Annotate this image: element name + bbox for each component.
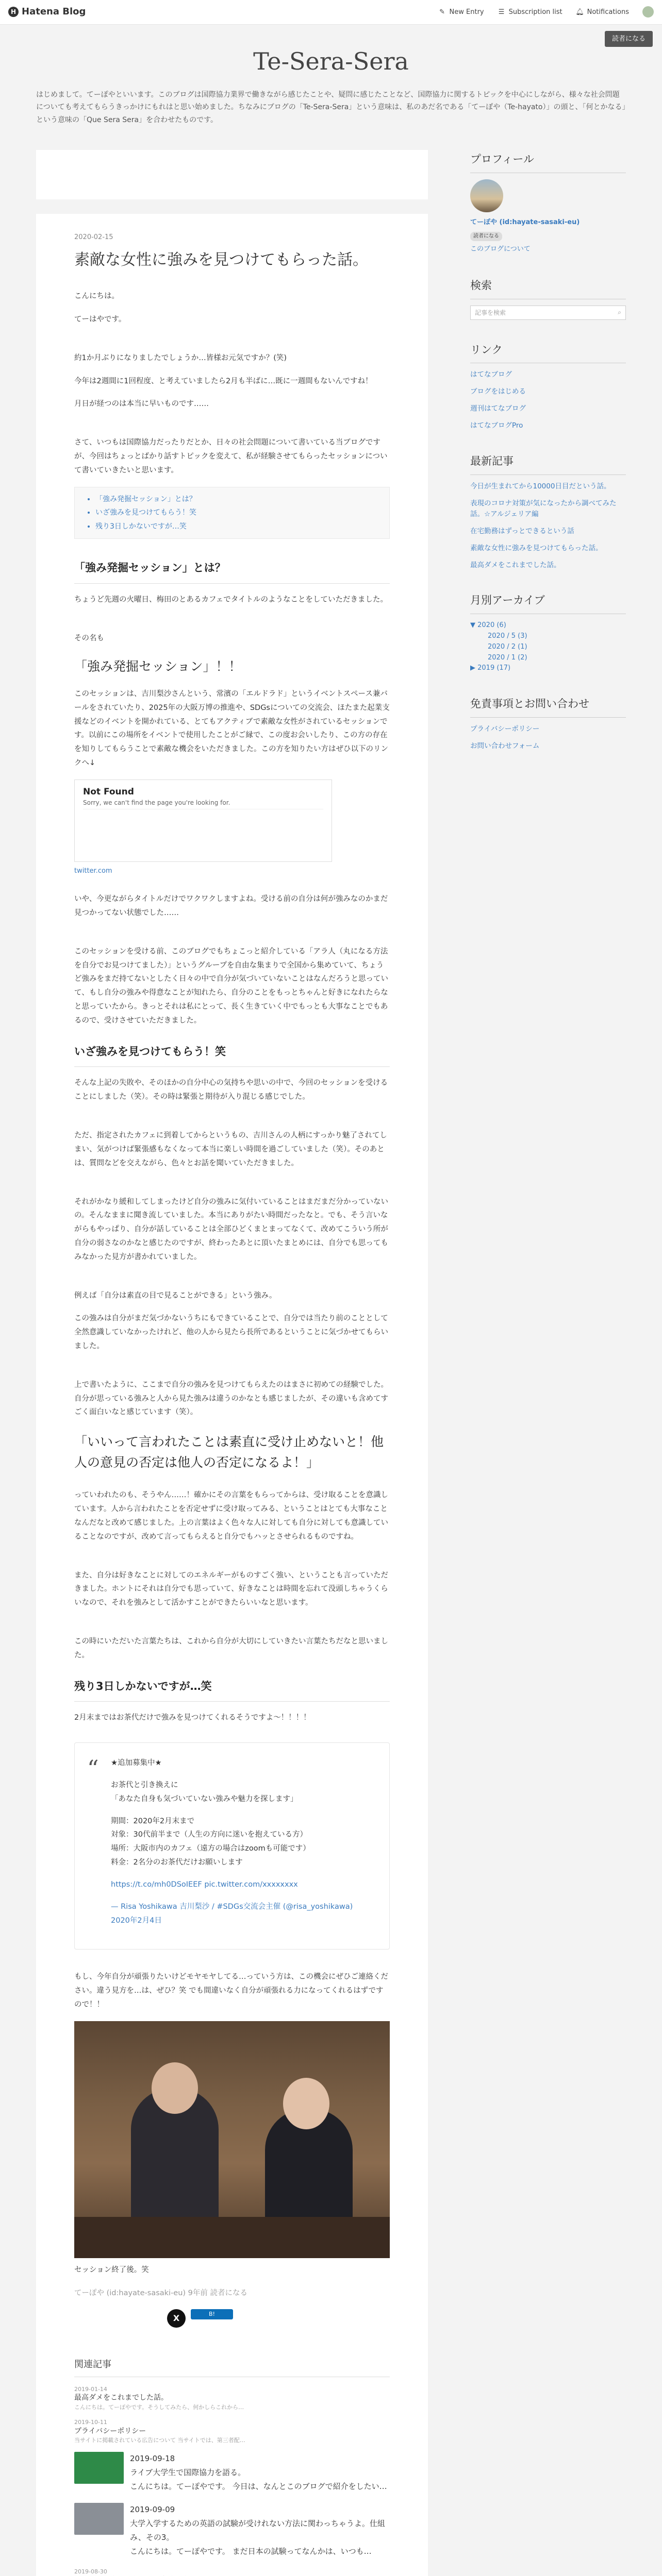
share-buttons: [167, 2309, 390, 2328]
blog-header: [0, 25, 662, 150]
x-share-icon[interactable]: X: [167, 2309, 186, 2328]
profile-avatar[interactable]: [470, 179, 503, 212]
list-icon: ☰: [498, 8, 505, 16]
archive-month[interactable]: 2020 / 5 (3): [488, 632, 527, 640]
module-heading: プロフィール: [470, 150, 626, 173]
related-item[interactable]: 2019-09-18 ライブ大学生で国際協力を語る。 こんにちは。てーぽやです。 今日は、なんとこのブログで紹介をしたい…: [74, 2452, 390, 2494]
paragraph: っていわれたのも、そうやん……！確かにその言葉をもらってからは、受け取ることを意識しています。人から言われたことを否定せずに受け取ってみる、ということはとても大事なことなんだなと改めて感じました。上の言葉はよく色々な人に対しても自分に対しても意識していることなのですが、改めて言ってもらえると自分でもハッとさせられるものですね。: [74, 1491, 388, 1541]
main-column: [36, 150, 428, 2576]
paragraph: この強みは自分がまだ気づかないうちにもできていることで、自分では当たり前のこととして全然意識していなかったけれど、他の人から見たら長所であるということに気づかせてもらいました。: [74, 1314, 388, 1351]
sidebar-link[interactable]: はてなブログ: [470, 370, 512, 379]
content-wrapper: [36, 150, 626, 2576]
archive-month[interactable]: 2020 / 1 (2): [488, 653, 527, 662]
recent-post-link[interactable]: 在宅勤務はずっとできるという話: [470, 527, 574, 535]
paragraph: 2月末まではお茶代だけで強みを見つけてくれるそうですよ〜！！！！: [74, 1714, 311, 1722]
paragraph: もし、今年自分が頑張りたいけどモヤモヤしてる…っていう方は、この機会にぜひご連絡ください。違う見方を…は、ぜひ？笑 でも間違いなく自分が頑張れる力になってくれるはずですので！！: [74, 1973, 388, 2009]
toc-item[interactable]: • いざ強みを見つけてもらう！笑: [95, 506, 378, 520]
twitter-embed-card[interactable]: [74, 779, 332, 862]
emphasis-quote: 「いいって言われたことは素直に受け止めないと！他人の意見の否定は他人の否定になるよ！」: [74, 1434, 384, 1470]
blog-description: はじめまして。てーぽやといいます。このブログは国際協力業界で働きながら感じたことや、疑問に感じたことなど、国際協力に関するトピックを中心にしながら、様々な社会問題についても考えてもらうきっかけにもれはと思い始めました。ちなみにブログの「Te-Sera-Sera」という意味は、私のあだ名である「てーぽや（Te-hayato）」の頭と、「何とかなる」という意味の「Que Sera Sera」を合わせたものです。: [36, 90, 626, 124]
sidebar-link[interactable]: はてなブログPro: [470, 421, 523, 430]
module-heading: リンク: [470, 341, 626, 364]
author-byline[interactable]: てーぽや (id:hayate-sasaki-eu) 9年前 読者になる: [74, 2289, 248, 2297]
module-heading: 免責事項とお問い合わせ: [470, 694, 626, 718]
paragraph: てーはやです。: [74, 315, 126, 324]
search-module: [470, 276, 626, 320]
paragraph: この時にいただいた言葉たちは、これから自分が大切にしていきたい言葉たちだなと思いました。: [74, 1637, 388, 1659]
ad-slot: [36, 150, 428, 199]
about-blog-link[interactable]: このブログについて: [470, 245, 531, 253]
blog-title[interactable]: Te-Sera-Sera: [253, 47, 409, 75]
related-thumbnail: [74, 2503, 124, 2535]
recent-post-link[interactable]: 素敵な女性に強みを見つけてもらった話。: [470, 544, 603, 552]
module-heading: 最新記事: [470, 452, 626, 475]
sidebar-link[interactable]: 週刊はてなブログ: [470, 404, 526, 413]
search-icon[interactable]: ⌕: [618, 308, 621, 316]
related-item[interactable]: 2019-09-09 大学入学するための英語の試験が受けれない方法に関わっちゃうよ。仕組み、その3。 こんにちは。てーぽやです。 まだ日本の試験ってなんかは、いつも…: [74, 2503, 390, 2558]
embed-subtitle: Sorry, we can't find the page you're looking for.: [83, 799, 323, 810]
privacy-policy-link[interactable]: プライバシーポリシー: [470, 725, 540, 734]
related-item[interactable]: 2019-08-30: [74, 2568, 107, 2575]
archive-year[interactable]: ▶ 2019 (17): [470, 664, 511, 672]
paragraph: 上で書いたように、ここまで自分の強みを見つけてもらえたのはまさに初めての経験でした。自分が思っている強みと人から見た強みは違うのかなとも感じましたが、その違いも含めてすごく面白いなと感じています（笑）。: [74, 1380, 388, 1417]
embed-source-link[interactable]: twitter.com: [74, 867, 112, 875]
paragraph: さて、いつもは国際協力だったりだとか、日々の社会問題について書いている当ブログですが、今回はちょっとばかり話すトピックを変えて、私が経験させてもらったセッションについて書いていきたいと思います。: [74, 438, 388, 474]
follow-button[interactable]: 読者になる: [605, 31, 653, 47]
paragraph: このセッションを受ける前、このブログでもちょこっと紹介している「アラ人（丸になる方法を自分でお見つけてました）」というグループを自由な集まりで全国から集めていて、ちょうど強みをまだ持てないとしたく日々の中で自分が気づいていないことはなんだろうと思っていて、もし自分の強みや得意なことが知れたら、自分のことをもっとちゃんと好きになれたらなと思っていたから。きっとそれは私にとって、長く生きていく中でもっとも大事なことでもあるので、受けさせていただきました。: [74, 947, 388, 1025]
new-entry-button[interactable]: [438, 6, 484, 18]
paragraph: そんな上記の失敗や、そのほかの自分中心の気持ちや思いの中で、今回のセッションを受けることにしました（笑）。その時は緊張と期待が入り混じる感じでした。: [74, 1079, 388, 1101]
related-item[interactable]: 2019-01-14 最高ダメをこれまでした話。 こんにちは。てーぽやです。そうしてみたら、何かしらこれから…: [74, 2385, 244, 2411]
tweet-line: ★追加募集中★: [111, 1759, 162, 1768]
session-photo: [74, 2021, 390, 2258]
related-articles: [74, 2357, 390, 2576]
global-header-actions: [438, 6, 654, 18]
links-module: [470, 341, 626, 431]
archive-month[interactable]: 2020 / 2 (1): [488, 642, 527, 651]
recent-post-link[interactable]: 最高ダメをこれまでした話。: [470, 561, 561, 569]
global-header: [0, 0, 662, 25]
toc-item[interactable]: • 「強み発掘セッション」とは？: [95, 493, 378, 506]
paragraph: 約1か月ぶりになりましたでしょうか…皆様お元気ですか？(笑): [74, 353, 287, 362]
notifications-button[interactable]: [576, 6, 629, 18]
tweet-line: 期間：2020年2月末まで 対象：30代前半まで（人生の方向に迷いを抱えている方） 場所：大阪市内のカフェ（遠方の場合はzoomも可能です） 料金：2名分のお茶代だけお願いします: [111, 1817, 310, 1867]
logo-text: Hatena Blog: [22, 6, 86, 18]
paragraph: また、自分は好きなことに対してのエネルギーがものすごく強い、ということも言っていただきました。ホントにそれは自分でも思っていて、好きなことは時間を忘れて没頭しちゃうくらいなので、それを強みとして活かすことができたらいいなと思います。: [74, 1571, 388, 1607]
sidebar-link[interactable]: ブログをはじめる: [470, 387, 526, 396]
contact-form-link[interactable]: お問い合わせフォーム: [470, 741, 540, 750]
hatena-logo-icon: H: [8, 7, 19, 17]
hatena-bookmark-button[interactable]: B!: [191, 2309, 233, 2319]
notifications-label: Notifications: [587, 8, 629, 16]
policy-module: [470, 694, 626, 752]
related-item[interactable]: 2019-10-11 プライバシーポリシー 当サイトに掲載されている広告について 当サイトでは、第三者配…: [74, 2419, 245, 2444]
section-heading: 残り3日しかないですが…笑: [74, 1677, 390, 1702]
subscription-label: Subscription list: [508, 8, 562, 16]
table-of-contents: [74, 487, 390, 539]
recent-post-link[interactable]: 表現のコロナ対策が気になったから調べてみた話。☆アルジェリア編: [470, 499, 617, 518]
paragraph: それがかなり緩和してしまったけど自分の強みに気付いていることはまだまだ分かっていないの。そんなままに聞き流していました。本当にありがたい時間だったなと。でも、そう言いながらもやっぱり、自分が話していることは全部ひどくまとまってなくて、改めてこういう所が自分の弱さなのかなと感じたのですが、終わったあとに頂いたまとめには、自分でも思ってもみなかった見方が書かれていました。: [74, 1197, 388, 1261]
related-thumbnail: [74, 2452, 124, 2484]
module-heading: 月別アーカイブ: [470, 591, 626, 614]
toc-item[interactable]: • 残り3日しかないですが…笑: [95, 520, 378, 534]
paragraph: 月日が経つのは本当に早いものです……: [74, 400, 209, 409]
archive-year[interactable]: ▼ 2020 (6): [470, 621, 506, 630]
user-avatar[interactable]: [642, 6, 654, 18]
hatena-blog-logo[interactable]: [8, 4, 86, 20]
article: [36, 214, 428, 2576]
paragraph: 例えば「自分は素直の目で見ることができる」という強み。: [74, 1291, 277, 1300]
profile-module: [470, 150, 626, 256]
subscribe-badge[interactable]: 読者になる: [470, 232, 502, 241]
section-heading: いざ強みを見つけてもらう！笑: [74, 1042, 390, 1067]
section-heading: 「強み発掘セッション」とは？: [74, 558, 390, 584]
quote-mark-icon: “: [87, 1756, 99, 1783]
sidebar: [470, 150, 626, 2576]
recent-post-link[interactable]: 今日が生まれてから10000日目だという話。: [470, 482, 611, 490]
paragraph: ただ、指定されたカフェに到着してからというもの、吉川さんの人柄にすっかり魅了されてしまい、気がつけば緊張感もなくなって本当に楽しい時間を過ごしていました（笑）。そのあとは、質問などを交えながら、色々とお話を聞いていただきました。: [74, 1131, 387, 1167]
paragraph: いや、今更ながらタイトルだけでワクワクしますよね。受ける前の自分は何が強みなのかまだ見つかってない状態でした……: [74, 895, 388, 917]
module-heading: 検索: [470, 276, 626, 299]
tweet-line: お茶代と引き換えに 「あなた自身も気づいていない強みや魅力を探します」: [111, 1781, 298, 1803]
profile-id[interactable]: てーぽや (id:hayate-sasaki-eu): [470, 218, 580, 227]
article-title[interactable]: 素敵な女性に強みを見つけてもらった話。: [74, 250, 368, 269]
paragraph: このセッションは、吉川梨沙さんという、常濱の「エルドラド」というイベントスペース兼バールをされていたり、2025年の大阪万博の推進や、SDGsについての交流会、ほたまた起業支援などのイベントを開かれている、とてもアクティブで素敵な女性がされているセッションです。以前にこの場所をイベントで使用したことがご縁で、この度お会いしたり、この方の存在を知りしてもらうことで素敵な機会をいただきました。この方を知りたい方はぜひ以下のリンクへ↓: [74, 689, 390, 767]
paragraph: ちょうど先週の火曜日、梅田のとあるカフェでタイトルのようなことをしていただきました。: [74, 596, 388, 604]
pencil-icon: ✎: [439, 8, 445, 16]
search-input[interactable]: 記事を検索 ⌕: [470, 306, 626, 320]
recent-posts-module: [470, 452, 626, 570]
article-date[interactable]: 2020-02-15: [74, 233, 113, 242]
photo-caption: セッション終了後。笑: [74, 2265, 149, 2274]
tweet-author[interactable]: — Risa Yoshikawa 吉川梨沙 / #SDGs交流会主催 (@risa_yoshikawa) 2020年2月4日: [111, 1902, 353, 1925]
tweet-link[interactable]: https://t.co/mh0DSoIEEF pic.twitter.com/xxxxxxxx: [111, 1880, 298, 1889]
new-entry-label: New Entry: [449, 8, 484, 16]
emphasis-text: 「強み発掘セッション」！！: [74, 658, 242, 674]
related-heading: 関連記事: [74, 2357, 390, 2377]
paragraph: こんにちは。: [74, 292, 119, 301]
paragraph: その名も: [74, 634, 104, 643]
subscription-list-button[interactable]: [498, 6, 562, 18]
archive-module: [470, 591, 626, 674]
embed-title: Not Found: [83, 786, 134, 797]
paragraph: 今年は2週間に1回程度、と考えていましたら2月も半ばに…既に一週間もないんですね！: [74, 377, 373, 385]
embedded-tweet[interactable]: [74, 1742, 390, 1950]
bell-icon: 🔔︎: [575, 8, 584, 16]
